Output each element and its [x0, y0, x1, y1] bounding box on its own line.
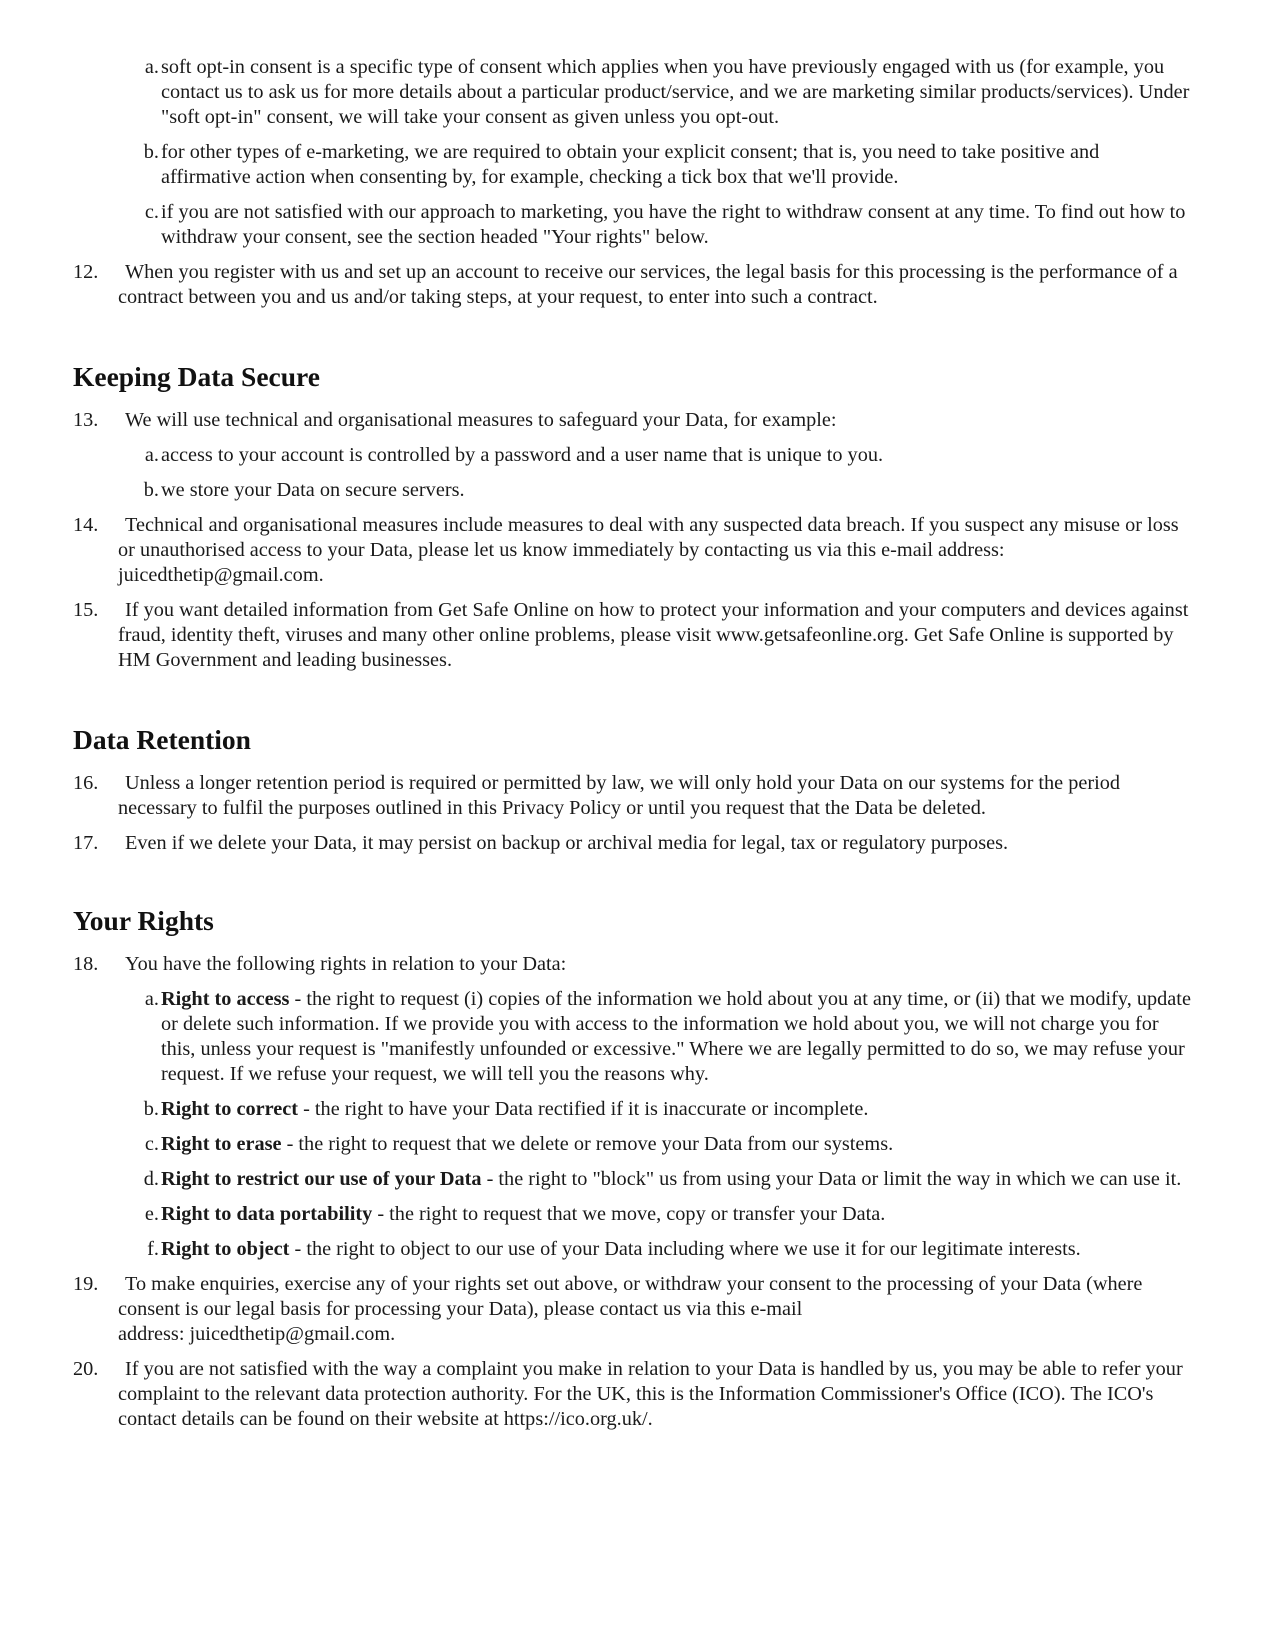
- list-letter: b.: [143, 479, 159, 501]
- list-text: soft opt-in consent is a specific type of consent which applies when you have previously engaged with us (for example, you contact us to ask us for more details about a particular product/service, and we are marketing similar products/services). Under "soft opt-in" consent, we will take your consent as given unless you opt-out.: [161, 56, 1190, 128]
- right-title: Right to erase: [161, 1133, 282, 1155]
- right-access: [73, 987, 1193, 1087]
- list-item-security-b: [73, 478, 1193, 503]
- list-text: access to your account is controlled by a password and a user name that is unique to you.: [161, 444, 884, 466]
- right-title: Right to object: [161, 1238, 290, 1260]
- list-text: if you are not satisfied with our approach to marketing, you have the right to withdraw consent at any time. To find out how to withdraw your consent, see the section headed "Your rights" below.: [161, 201, 1186, 248]
- list-item-security-a: [73, 443, 1193, 468]
- list-text: [161, 1202, 1193, 1227]
- clause-14: [73, 513, 1193, 588]
- list-letter: f.: [147, 1238, 159, 1260]
- clause-text: We will use technical and organisational measures to safeguard your Data, for example:: [125, 409, 837, 431]
- clause-number: 17.: [73, 832, 99, 854]
- clause-text: When you register with us and set up an account to receive our services, the legal basis for this processing is the performance of a contract between you and us and/or taking steps, at your request, to enter into such a contract.: [118, 261, 1178, 308]
- clause-19: [73, 1272, 1193, 1347]
- list-item-marketing-a: [73, 55, 1193, 130]
- right-portability: [73, 1202, 1193, 1227]
- list-text: for other types of e-marketing, we are required to obtain your explicit consent; that is, you need to take positive and affirmative action when consenting by, for example, checking a tick box that we'll provide.: [161, 141, 1100, 188]
- heading-keeping-data-secure: Keeping Data Secure: [73, 361, 320, 392]
- clause-17: [73, 831, 1193, 856]
- right-title: Right to restrict our use of your Data: [161, 1168, 482, 1190]
- list-item-marketing-c: [73, 200, 1193, 250]
- heading-your-rights: Your Rights: [73, 905, 214, 936]
- right-correct: [73, 1097, 1193, 1122]
- clause-15: [73, 598, 1193, 673]
- clause-20: [73, 1357, 1193, 1432]
- right-restrict: [73, 1167, 1193, 1192]
- list-letter: a.: [144, 56, 159, 78]
- list-letter: d.: [143, 1168, 159, 1190]
- clause-text: You have the following rights in relation to your Data:: [125, 953, 567, 975]
- list-letter: a.: [144, 444, 159, 466]
- list-letter: e.: [144, 1203, 159, 1225]
- list-text: we store your Data on secure servers.: [161, 479, 465, 501]
- clause-number: 13.: [73, 409, 99, 431]
- clause-number: 18.: [73, 953, 99, 975]
- right-object: [73, 1237, 1193, 1262]
- clause-text: If you are not satisfied with the way a complaint you make in relation to your Data is handled by us, you may be able to refer your complaint to the relevant data protection authority. For the UK, this is the Information Commissioner's Office (ICO). The ICO's contact details can be found on their website at https://ico.org.uk/.: [118, 1358, 1183, 1430]
- clause-text: Technical and organisational measures include measures to deal with any suspected data breach. If you suspect any misuse or loss or unauthorised access to your Data, please let us know immediately by contacting us via this e-mail address: juicedthetip@gmail.com.: [118, 514, 1179, 586]
- list-letter: a.: [144, 988, 159, 1010]
- right-description: - the right to "block" us from using your Data or limit the way in which we can use it.: [481, 1168, 1182, 1190]
- right-description: - the right to request that we move, copy or transfer your Data.: [372, 1203, 886, 1225]
- right-description: - the right to request that we delete or remove your Data from our systems.: [281, 1133, 894, 1155]
- right-description: - the right to request (i) copies of the information we hold about you at any time, or (ii) that we modify, update or delete such information. If we provide you with access to the information we hold about you, we will not charge you for this, unless your request is "manifestly unfounded or excessive." Where we are legally permitted to do so, we may refuse your request. If we refuse your request, we will tell you the reasons why.: [161, 988, 1191, 1085]
- clause-text-line: To make enquiries, exercise any of your rights set out above, or withdraw your consent to the processing of your Data (where consent is our legal basis for processing your Data), please contact us via this e-mail: [118, 1273, 1143, 1320]
- clause-number: 16.: [73, 772, 99, 794]
- right-description: - the right to have your Data rectified if it is inaccurate or incomplete.: [298, 1098, 869, 1120]
- list-letter: c.: [144, 201, 159, 223]
- list-letter: b.: [143, 1098, 159, 1120]
- clause-number: 14.: [73, 514, 99, 536]
- list-text: [161, 1132, 1193, 1157]
- clause-text: [118, 1272, 1193, 1347]
- right-description: - the right to object to our use of your Data including where we use it for our legitimate interests.: [289, 1238, 1081, 1260]
- clause-number: 19.: [73, 1273, 99, 1295]
- list-letter: b.: [143, 141, 159, 163]
- clause-18: [73, 952, 1193, 977]
- clause-13: [73, 408, 1193, 433]
- list-text: [161, 1097, 1193, 1122]
- document-body: [73, 55, 1193, 1442]
- list-text: [161, 987, 1193, 1087]
- clause-text-line: address: juicedthetip@gmail.com.: [118, 1323, 396, 1345]
- list-item-marketing-b: [73, 140, 1193, 190]
- clause-text: If you want detailed information from Get Safe Online on how to protect your information and your computers and devices against fraud, identity theft, viruses and many other online problems, please visit www.getsafeonline.org. Get Safe Online is supported by HM Government and leading businesses.: [118, 599, 1189, 671]
- clause-text: Unless a longer retention period is required or permitted by law, we will only hold your Data on our systems for the period necessary to fulfil the purposes outlined in this Privacy Policy or until you request that the Data be deleted.: [118, 772, 1121, 819]
- right-title: Right to access: [161, 988, 290, 1010]
- list-text: [161, 1167, 1193, 1192]
- clause-number: 15.: [73, 599, 99, 621]
- heading-data-retention: Data Retention: [73, 724, 251, 755]
- clause-16: [73, 771, 1193, 821]
- clause-12: [73, 260, 1193, 310]
- right-title: Right to data portability: [161, 1203, 373, 1225]
- clause-number: 20.: [73, 1358, 99, 1380]
- right-erase: [73, 1132, 1193, 1157]
- clause-number: 12.: [73, 261, 99, 283]
- clause-text: Even if we delete your Data, it may persist on backup or archival media for legal, tax or regulatory purposes.: [125, 832, 1009, 854]
- list-letter: c.: [144, 1133, 159, 1155]
- right-title: Right to correct: [161, 1098, 299, 1120]
- list-text: [161, 1237, 1193, 1262]
